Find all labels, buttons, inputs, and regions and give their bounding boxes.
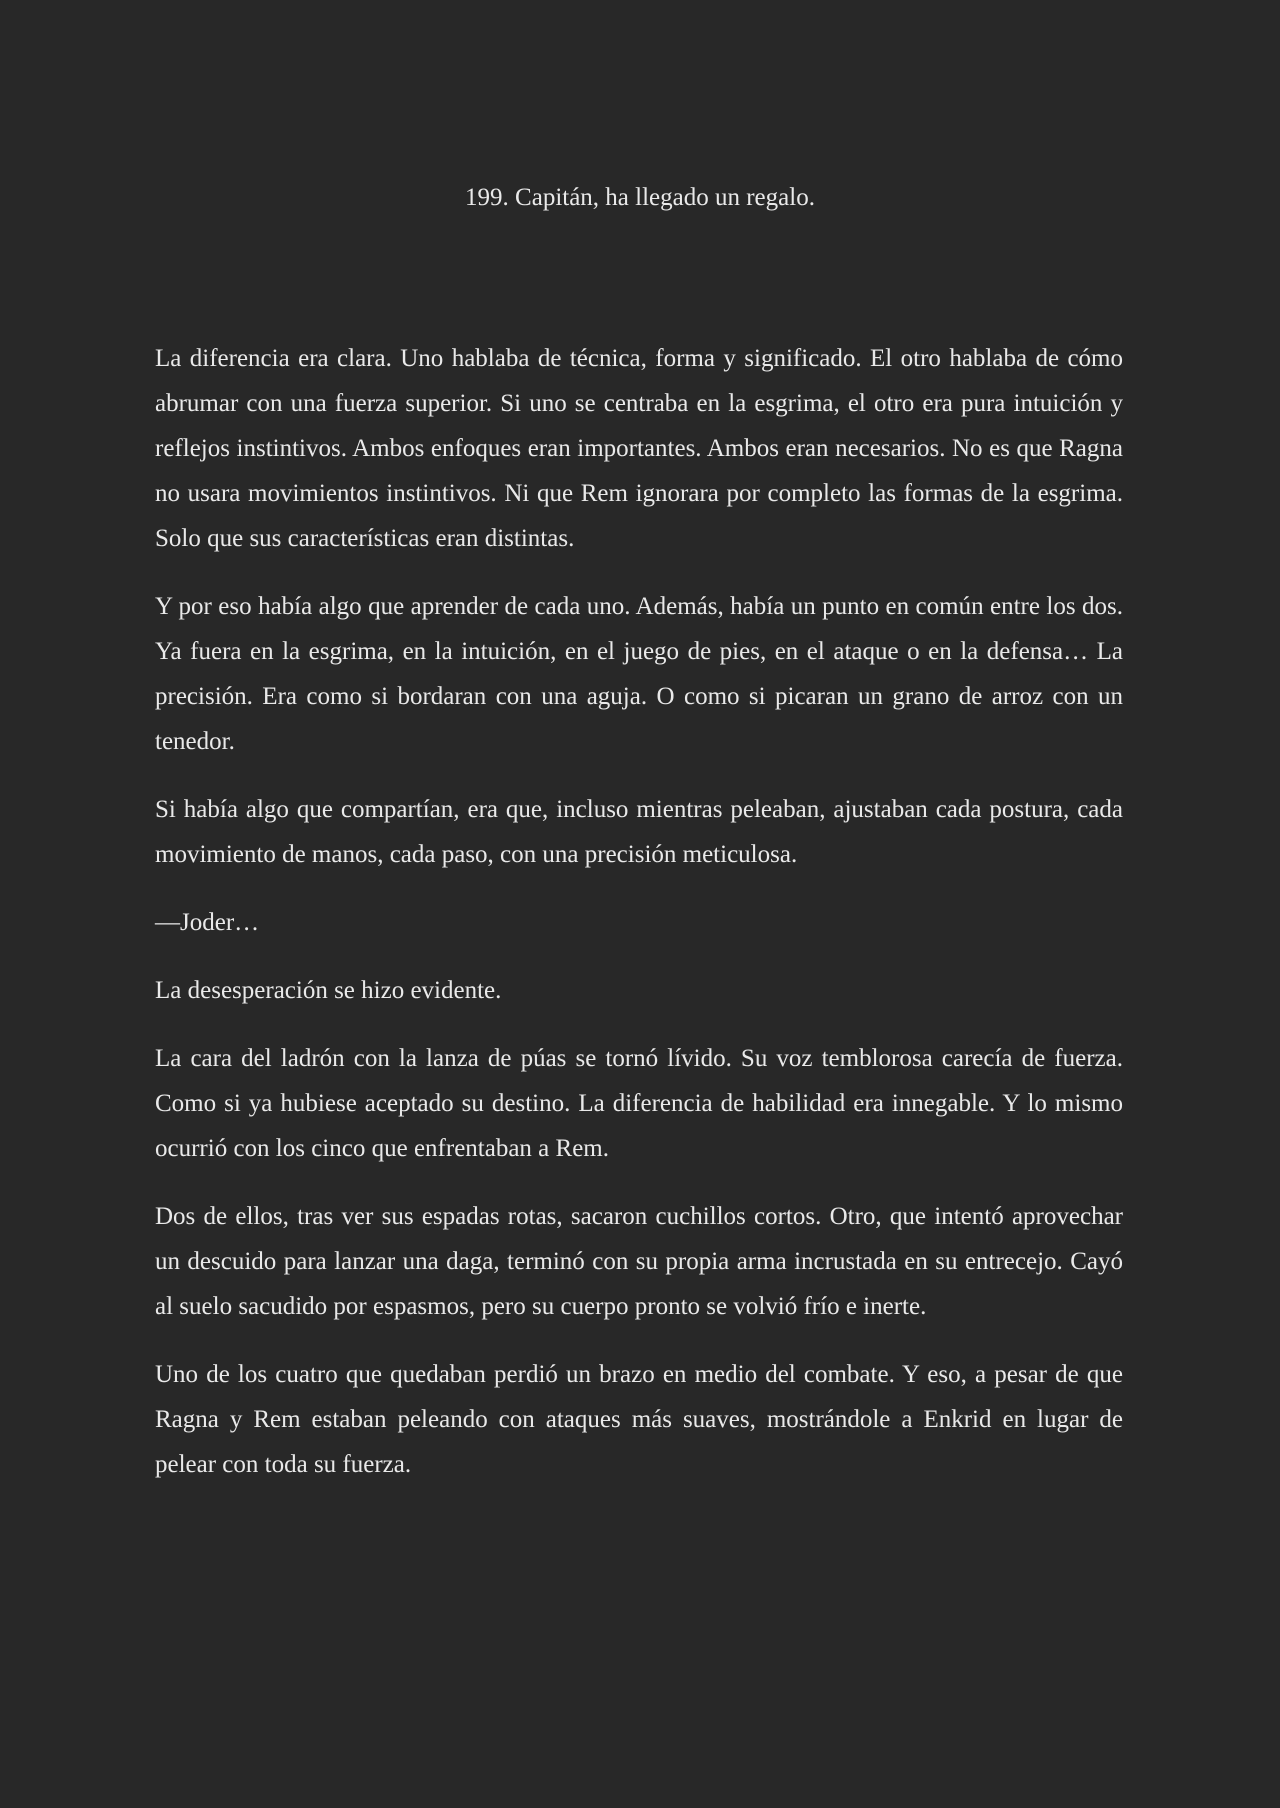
paragraph: Uno de los cuatro que quedaban perdió un brazo en medio del combate. Y eso, a pesar de que Ragna y Rem estaban peleando con ataques más suaves, mostrándole a Enkrid en lugar de pelear con toda su fuerza. <box>155 1361 1123 1478</box>
chapter-body <box>155 336 1123 1510</box>
paragraph: La diferencia era clara. Uno hablaba de técnica, forma y significado. El otro hablaba de cómo abrumar con una fuerza superior. Si uno se centraba en la esgrima, el otro era pura intuición y reflejos instintivos. Ambos enfoques eran importantes. Ambos eran necesarios. No es que Ragna no usara movimientos instintivos. Ni que Rem ignorara por completo las formas de la esgrima. Solo que sus características eran distintas. <box>155 345 1123 552</box>
paragraph: La desesperación se hizo evidente. <box>155 977 502 1004</box>
paragraph: Dos de ellos, tras ver sus espadas rotas, sacaron cuchillos cortos. Otro, que intentó aprovechar un descuido para lanzar una daga, terminó con su propia arma incrustada en su entrecejo. Cayó al suelo sacudido por espasmos, pero su cuerpo pronto se volvió frío e inerte. <box>155 1203 1123 1320</box>
paragraph: La cara del ladrón con la lanza de púas se tornó lívido. Su voz temblorosa carecía de fuerza. Como si ya hubiese aceptado su destino. La diferencia de habilidad era innegable. Y lo mismo ocurrió con los cinco que enfrentaban a Rem. <box>155 1045 1123 1162</box>
chapter-title: 199. Capitán, ha llegado un regalo. <box>465 184 815 211</box>
dialogue-line: —Joder… <box>155 909 260 936</box>
paragraph: Y por eso había algo que aprender de cada uno. Además, había un punto en común entre los dos. Ya fuera en la esgrima, en la intuición, en el juego de pies, en el ataque o en la defensa… La precisión. Era como si bordaran con una aguja. O como si picaran un grano de arroz con un tenedor. <box>155 593 1123 755</box>
paragraph: Si había algo que compartían, era que, incluso mientras peleaban, ajustaban cada postura, cada movimiento de manos, cada paso, con una precisión meticulosa. <box>155 796 1123 868</box>
